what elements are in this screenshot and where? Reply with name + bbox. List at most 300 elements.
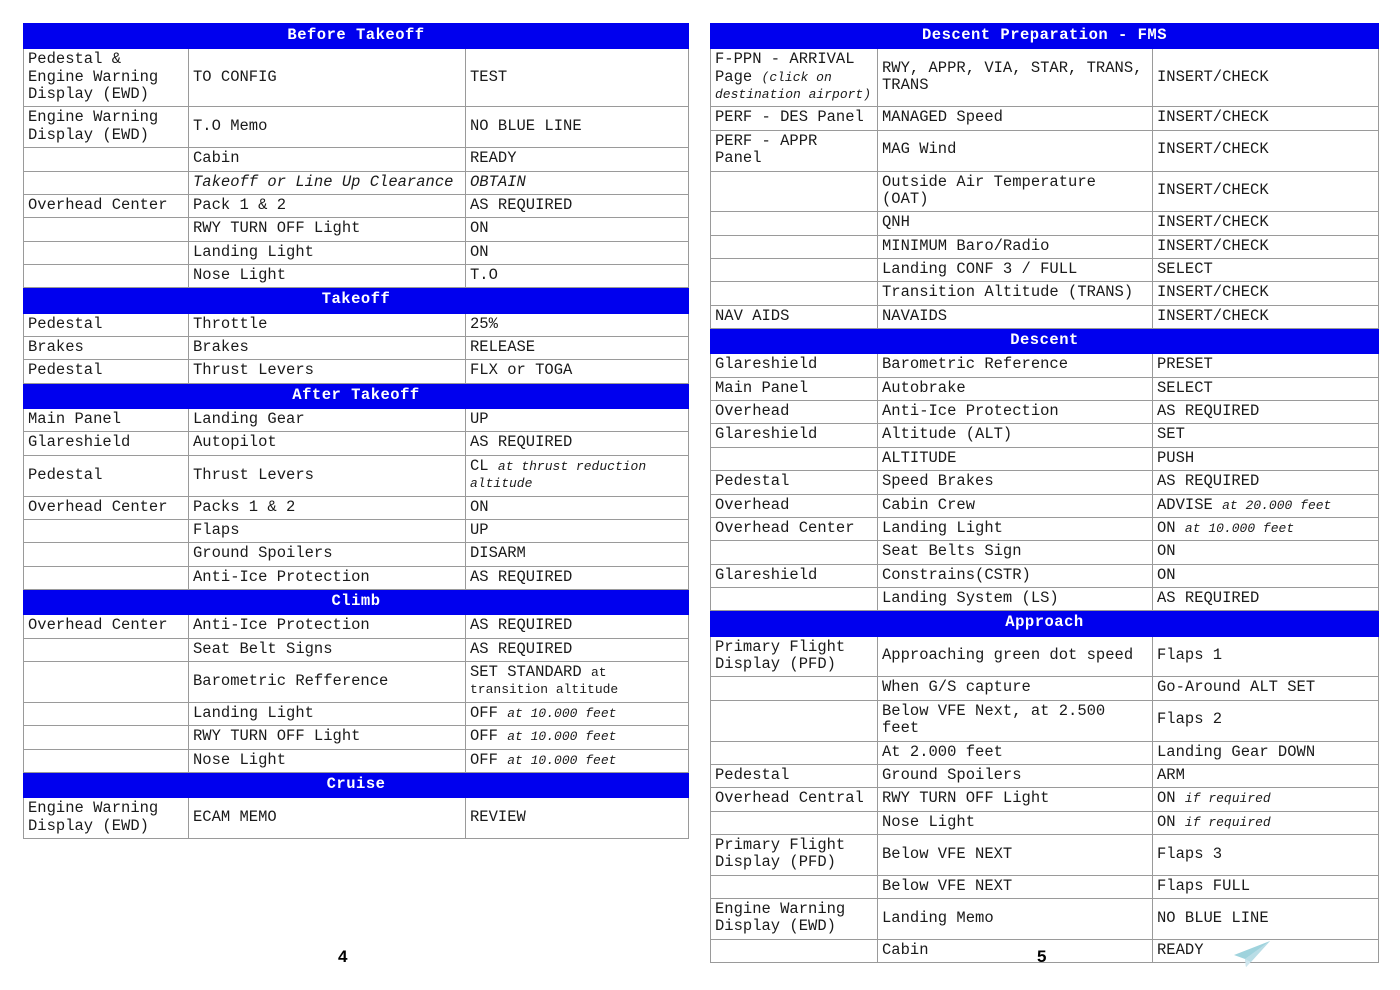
row-item	[878, 130, 1153, 171]
row-action	[1153, 677, 1379, 700]
row-item	[878, 235, 1153, 258]
row-action	[1153, 212, 1379, 235]
item-text: ECAM MEMO	[193, 807, 277, 826]
row-item	[878, 107, 1153, 130]
row-item	[878, 494, 1153, 517]
row-action	[1153, 811, 1379, 834]
row-item	[878, 636, 1153, 677]
row-action	[1153, 564, 1379, 587]
row-item	[189, 798, 466, 839]
row-item	[878, 834, 1153, 875]
location-text: Pedestal	[28, 361, 103, 380]
row-location	[711, 564, 878, 587]
row-location	[24, 264, 189, 287]
item-text: Speed Brakes	[882, 472, 994, 491]
location-text: Glareshield	[28, 433, 131, 452]
action-text: ON	[1157, 789, 1176, 808]
action-note: at 10.000 feet	[507, 729, 617, 745]
location-text: Pedestal & Engine Warning Display (EWD)	[28, 50, 159, 104]
row-item	[878, 677, 1153, 700]
row-item	[189, 409, 466, 432]
row-action	[466, 662, 689, 703]
action-text: INSERT/CHECK	[1157, 67, 1269, 86]
row-location	[24, 543, 189, 566]
location-text: Main Panel	[28, 410, 122, 429]
row-item	[189, 726, 466, 749]
row-action	[466, 638, 689, 661]
location-text: Pedestal	[715, 765, 790, 784]
row-item	[878, 212, 1153, 235]
row-action	[1153, 741, 1379, 764]
location-text: Overhead	[715, 495, 790, 514]
row-location	[711, 811, 878, 834]
action-text: AS REQUIRED	[470, 195, 573, 214]
row-item	[878, 401, 1153, 424]
item-text: Below VFE Next, at 2.500 feet	[882, 701, 1106, 738]
row-action	[1153, 636, 1379, 677]
row-location	[711, 107, 878, 130]
row-item	[189, 543, 466, 566]
section-title: Cruise	[24, 772, 689, 797]
row-location	[24, 519, 189, 542]
section-header-row	[24, 589, 689, 614]
row-location	[24, 49, 189, 107]
item-text: Approaching green dot speed	[882, 646, 1134, 665]
item-text: RWY TURN OFF Light	[882, 789, 1050, 808]
checklist-row	[711, 401, 1379, 424]
action-text: SELECT	[1157, 378, 1213, 397]
row-action	[466, 566, 689, 589]
checklist-row	[24, 615, 689, 638]
page-number-right: 5	[1037, 947, 1047, 966]
action-text: ON	[470, 219, 489, 238]
right-checklist-table	[710, 23, 1379, 963]
row-action	[466, 107, 689, 148]
left-checklist-table	[23, 23, 689, 839]
row-location	[24, 662, 189, 703]
action-note: at 20.000 feet	[1222, 497, 1332, 513]
row-action	[466, 798, 689, 839]
checklist-row	[711, 564, 1379, 587]
checklist-row	[24, 194, 689, 217]
action-text: READY	[1157, 940, 1204, 959]
checklist-row	[24, 49, 689, 107]
item-text: Pack 1 & 2	[193, 195, 287, 214]
action-text: Flaps 1	[1157, 646, 1223, 665]
checklist-row	[711, 424, 1379, 447]
action-text: UP	[470, 520, 489, 539]
row-location	[24, 432, 189, 455]
row-location	[24, 148, 189, 171]
row-item	[878, 171, 1153, 212]
row-action	[1153, 875, 1379, 898]
row-item	[878, 282, 1153, 305]
action-text: INSERT/CHECK	[1157, 236, 1269, 255]
row-action	[466, 49, 689, 107]
row-location	[711, 282, 878, 305]
checklist-row	[24, 749, 689, 772]
row-location	[711, 401, 878, 424]
checklist-row	[711, 811, 1379, 834]
location-text: Overhead Center	[28, 616, 168, 635]
item-text: At 2.000 feet	[882, 742, 1003, 761]
section-title: Descent Preparation - FMS	[711, 24, 1379, 49]
row-item	[189, 171, 466, 194]
checklist-row	[711, 130, 1379, 171]
item-text: Seat Belts Sign	[882, 542, 1022, 561]
checklist-row	[711, 354, 1379, 377]
row-item	[878, 764, 1153, 787]
checklist-row	[711, 834, 1379, 875]
action-text: DISARM	[470, 544, 526, 563]
row-item	[878, 424, 1153, 447]
row-location	[711, 377, 878, 400]
row-item	[189, 194, 466, 217]
row-action	[466, 702, 689, 725]
checklist-row	[711, 171, 1379, 212]
checklist-row	[711, 305, 1379, 328]
location-text: PERF - APPR Panel	[715, 131, 818, 168]
row-action	[466, 360, 689, 383]
row-location	[711, 587, 878, 610]
location-text: F-PPN - ARRIVAL Page	[715, 50, 855, 86]
row-item	[189, 218, 466, 241]
item-text: MAG Wind	[882, 140, 957, 159]
action-note: at thrust reduction altitude	[470, 458, 647, 492]
row-location	[711, 305, 878, 328]
row-action	[466, 519, 689, 542]
action-text: SET STANDARD	[470, 663, 582, 682]
row-location	[711, 899, 878, 940]
row-location	[711, 700, 878, 741]
checklist-row	[711, 700, 1379, 741]
action-text: ON	[1157, 518, 1176, 537]
item-text: When G/S capture	[882, 678, 1031, 697]
action-note: if required	[1184, 791, 1271, 807]
paper-plane-icon	[1232, 938, 1272, 974]
item-text: Anti-Ice Protection	[882, 402, 1059, 421]
row-action	[466, 218, 689, 241]
row-action	[1153, 834, 1379, 875]
row-location	[711, 49, 878, 107]
row-item	[878, 741, 1153, 764]
row-item	[878, 49, 1153, 107]
row-action	[1153, 107, 1379, 130]
location-text: NAV AIDS	[715, 306, 790, 325]
row-location	[711, 354, 878, 377]
location-text: Overhead Central	[715, 789, 864, 808]
row-location	[711, 677, 878, 700]
action-text: TEST	[470, 67, 508, 86]
row-action	[466, 409, 689, 432]
item-text: QNH	[882, 213, 910, 232]
item-text: Autopilot	[193, 433, 277, 452]
row-item	[878, 541, 1153, 564]
action-text: ON	[1157, 542, 1176, 561]
location-text: Glareshield	[715, 355, 818, 374]
row-location	[711, 494, 878, 517]
row-location	[24, 615, 189, 638]
row-item	[878, 899, 1153, 940]
row-location	[711, 834, 878, 875]
item-text: Takeoff or Line Up Clearance	[193, 172, 454, 191]
action-text: Flaps 3	[1157, 844, 1223, 863]
row-location	[24, 455, 189, 496]
action-text: NO BLUE LINE	[1157, 908, 1269, 927]
section-header-row	[24, 24, 689, 49]
row-location	[24, 702, 189, 725]
item-text: NAVAIDS	[882, 306, 948, 325]
checklist-row	[24, 264, 689, 287]
checklist-row	[711, 517, 1379, 540]
item-text: Nose Light	[193, 750, 287, 769]
item-text: Landing System (LS)	[882, 588, 1059, 607]
location-text: Main Panel	[715, 378, 809, 397]
row-item	[878, 354, 1153, 377]
row-action	[1153, 764, 1379, 787]
row-location	[711, 212, 878, 235]
location-text: Overhead	[715, 402, 790, 421]
row-action	[466, 455, 689, 496]
row-action	[1153, 235, 1379, 258]
row-item	[189, 496, 466, 519]
checklist-row	[711, 258, 1379, 281]
action-text: OFF	[470, 703, 498, 722]
row-item	[878, 939, 1153, 962]
row-action	[1153, 447, 1379, 470]
action-text: NO BLUE LINE	[470, 117, 582, 136]
row-location	[24, 171, 189, 194]
action-text: ON	[470, 242, 489, 261]
location-text: Overhead Center	[28, 195, 168, 214]
checklist-row	[24, 638, 689, 661]
row-action	[1153, 401, 1379, 424]
row-item	[189, 519, 466, 542]
checklist-row	[24, 107, 689, 148]
item-text: Below VFE NEXT	[882, 844, 1013, 863]
action-text: OBTAIN	[470, 172, 526, 191]
checklist-row	[24, 702, 689, 725]
row-action	[466, 543, 689, 566]
action-text: ON	[1157, 812, 1176, 831]
item-text: MANAGED Speed	[882, 108, 1003, 127]
row-action	[1153, 541, 1379, 564]
item-text: Cabin Crew	[882, 495, 976, 514]
row-action	[1153, 282, 1379, 305]
row-location	[711, 764, 878, 787]
row-item	[878, 788, 1153, 811]
row-location	[711, 447, 878, 470]
row-item	[189, 455, 466, 496]
row-item	[878, 875, 1153, 898]
row-location	[24, 496, 189, 519]
action-text: AS REQUIRED	[470, 639, 573, 658]
checklist-row	[711, 899, 1379, 940]
row-location	[24, 749, 189, 772]
row-action	[466, 264, 689, 287]
location-text: Overhead Center	[715, 518, 855, 537]
item-text: MINIMUM Baro/Radio	[882, 236, 1050, 255]
checklist-row	[24, 726, 689, 749]
row-item	[878, 700, 1153, 741]
row-location	[24, 241, 189, 264]
item-text: ALTITUDE	[882, 448, 957, 467]
item-text: Nose Light	[193, 265, 287, 284]
row-action	[466, 241, 689, 264]
item-text: Transition Altitude (TRANS)	[882, 283, 1134, 302]
checklist-row	[711, 471, 1379, 494]
checklist-row	[711, 377, 1379, 400]
row-action	[1153, 471, 1379, 494]
checklist-row	[24, 313, 689, 336]
action-text: Flaps FULL	[1157, 876, 1251, 895]
action-text: AS REQUIRED	[470, 567, 573, 586]
right-table-body	[711, 24, 1379, 963]
checklist-row	[24, 409, 689, 432]
checklist-row	[24, 519, 689, 542]
row-action	[1153, 130, 1379, 171]
row-action	[1153, 788, 1379, 811]
item-text: Thrust Levers	[193, 465, 314, 484]
item-text: Below VFE NEXT	[882, 876, 1013, 895]
row-item	[878, 811, 1153, 834]
checklist-row	[711, 677, 1379, 700]
action-text: AS REQUIRED	[1157, 472, 1260, 491]
row-location	[24, 566, 189, 589]
item-text: T.O Memo	[193, 117, 268, 136]
row-item	[878, 305, 1153, 328]
action-text: OFF	[470, 727, 498, 746]
row-location	[711, 235, 878, 258]
item-text: Landing Light	[193, 242, 314, 261]
action-note: at 10.000 feet	[507, 705, 617, 721]
action-text: AS REQUIRED	[1157, 588, 1260, 607]
row-action	[1153, 700, 1379, 741]
section-header-row	[24, 383, 689, 408]
action-note: if required	[1184, 814, 1271, 830]
row-item	[189, 566, 466, 589]
row-item	[878, 447, 1153, 470]
action-text: INSERT/CHECK	[1157, 213, 1269, 232]
item-text: Ground Spoilers	[193, 544, 333, 563]
action-text: AS REQUIRED	[470, 616, 573, 635]
row-item	[189, 615, 466, 638]
item-text: TO CONFIG	[193, 67, 277, 86]
row-action	[1153, 171, 1379, 212]
checklist-row	[711, 541, 1379, 564]
action-text: READY	[470, 149, 517, 168]
location-note: (click on destination airport)	[715, 69, 872, 103]
row-action	[1153, 899, 1379, 940]
item-text: Anti-Ice Protection	[193, 567, 370, 586]
row-item	[189, 749, 466, 772]
row-location	[711, 741, 878, 764]
checklist-row	[24, 218, 689, 241]
checklist-row	[24, 337, 689, 360]
row-action	[1153, 305, 1379, 328]
location-text: Primary Flight Display (PFD)	[715, 637, 846, 674]
action-note: at 10.000 feet	[507, 752, 617, 768]
row-item	[878, 587, 1153, 610]
item-text: Ground Spoilers	[882, 765, 1022, 784]
item-text: Landing Light	[882, 518, 1003, 537]
checklist-row	[24, 543, 689, 566]
action-note: at 10.000 feet	[1184, 520, 1295, 536]
row-item	[189, 638, 466, 661]
row-item	[189, 148, 466, 171]
action-text: SELECT	[1157, 259, 1213, 278]
row-location	[24, 107, 189, 148]
row-location	[24, 360, 189, 383]
checklist-row	[711, 107, 1379, 130]
checklist-row	[24, 432, 689, 455]
section-header-row	[24, 772, 689, 797]
right-column	[710, 23, 1378, 963]
item-text: Landing Memo	[882, 908, 994, 927]
action-text: OFF	[470, 750, 498, 769]
row-location	[711, 171, 878, 212]
checklist-row	[24, 360, 689, 383]
checklist-row	[24, 241, 689, 264]
item-text: Cabin	[882, 940, 929, 959]
row-location	[24, 638, 189, 661]
checklist-row	[711, 212, 1379, 235]
row-action	[466, 194, 689, 217]
row-location	[24, 409, 189, 432]
checklist-row	[711, 494, 1379, 517]
action-text: Flaps 2	[1157, 710, 1223, 729]
row-location	[711, 130, 878, 171]
item-text: Anti-Ice Protection	[193, 616, 370, 635]
row-action	[466, 432, 689, 455]
row-item	[189, 702, 466, 725]
checklist-row	[24, 662, 689, 703]
row-action	[1153, 354, 1379, 377]
row-location	[711, 788, 878, 811]
row-location	[711, 471, 878, 494]
row-item	[878, 258, 1153, 281]
action-text: 25%	[470, 314, 498, 333]
row-action	[1153, 424, 1379, 447]
action-text: Landing Gear DOWN	[1157, 742, 1316, 761]
checklist-row	[711, 235, 1379, 258]
checklist-row	[711, 764, 1379, 787]
row-item	[189, 264, 466, 287]
action-text: ARM	[1157, 765, 1185, 784]
row-action	[1153, 587, 1379, 610]
location-text: Glareshield	[715, 425, 818, 444]
action-text: SET	[1157, 425, 1185, 444]
row-action	[466, 171, 689, 194]
action-text: AS REQUIRED	[1157, 402, 1260, 421]
row-action	[1153, 258, 1379, 281]
left-table-body	[24, 24, 689, 839]
location-text: PERF - DES Panel	[715, 108, 864, 127]
action-text: CL	[470, 456, 489, 475]
checklist-row	[24, 148, 689, 171]
row-location	[24, 726, 189, 749]
section-title: Before Takeoff	[24, 24, 689, 49]
row-item	[189, 337, 466, 360]
row-action	[1153, 517, 1379, 540]
item-text: Landing Gear	[193, 410, 305, 429]
checklist-row	[711, 587, 1379, 610]
section-title: Climb	[24, 589, 689, 614]
row-action	[466, 615, 689, 638]
row-location	[711, 875, 878, 898]
item-text: Packs 1 & 2	[193, 497, 296, 516]
action-text: FLX or TOGA	[470, 361, 573, 380]
